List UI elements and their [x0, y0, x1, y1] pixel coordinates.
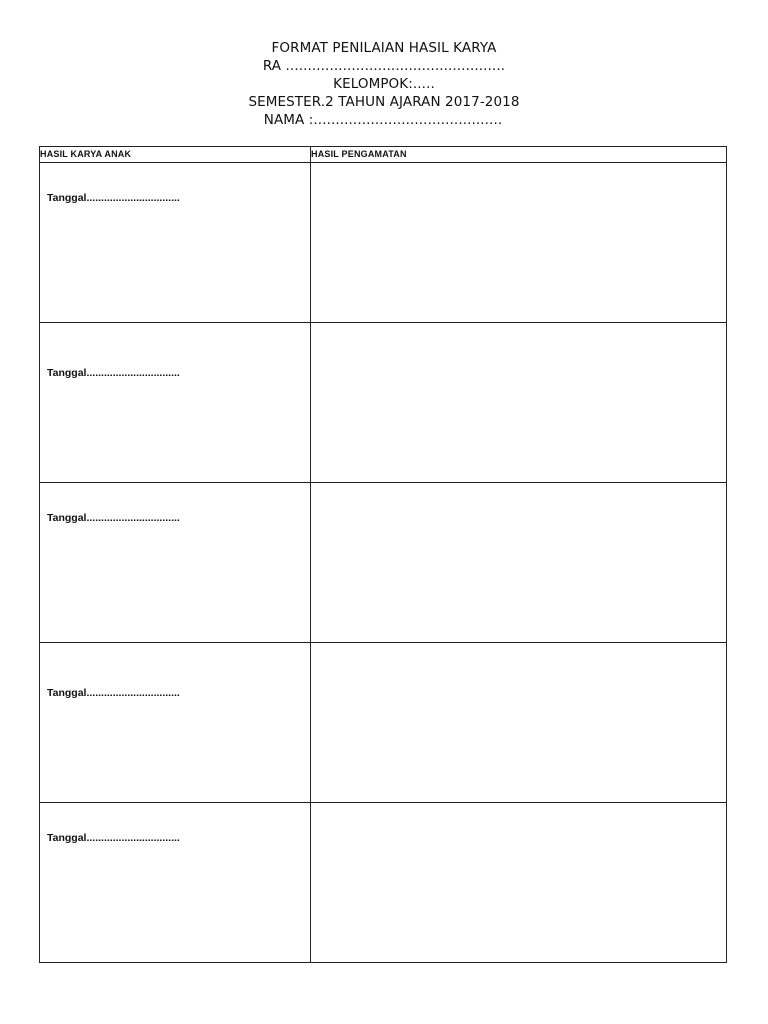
artwork-cell	[40, 803, 311, 963]
observation-cell	[311, 163, 727, 323]
artwork-cell	[40, 323, 311, 483]
table-row	[40, 483, 727, 643]
tanggal-label: Tanggal................................	[47, 687, 180, 699]
tanggal-label: Tanggal................................	[47, 192, 180, 204]
column-header-hasil-pengamatan: HASIL PENGAMATAN	[311, 147, 727, 163]
document-header	[0, 39, 768, 129]
table-row	[40, 163, 727, 323]
tanggal-label: Tanggal................................	[47, 512, 180, 524]
artwork-cell	[40, 483, 311, 643]
nama-field-line: NAMA :...........................................	[263, 112, 503, 128]
artwork-cell	[40, 163, 311, 323]
table-row	[40, 323, 727, 483]
table-header-row	[40, 147, 727, 163]
table-row	[40, 803, 727, 963]
table-row	[40, 643, 727, 803]
ra-field-line: RA ..................................................	[262, 58, 506, 74]
semester-line: SEMESTER.2 TAHUN AJARAN 2017-2018	[248, 94, 520, 110]
observation-cell	[311, 323, 727, 483]
kelompok-field-line: KELOMPOK:.....	[333, 76, 435, 92]
artwork-cell	[40, 643, 311, 803]
column-header-hasil-karya-anak: HASIL KARYA ANAK	[40, 147, 311, 163]
observation-cell	[311, 803, 727, 963]
tanggal-label: Tanggal................................	[47, 832, 180, 844]
assessment-table	[39, 146, 727, 963]
observation-cell	[311, 483, 727, 643]
tanggal-label: Tanggal................................	[47, 367, 180, 379]
form-title: FORMAT PENILAIAN HASIL KARYA	[271, 40, 497, 56]
observation-cell	[311, 643, 727, 803]
